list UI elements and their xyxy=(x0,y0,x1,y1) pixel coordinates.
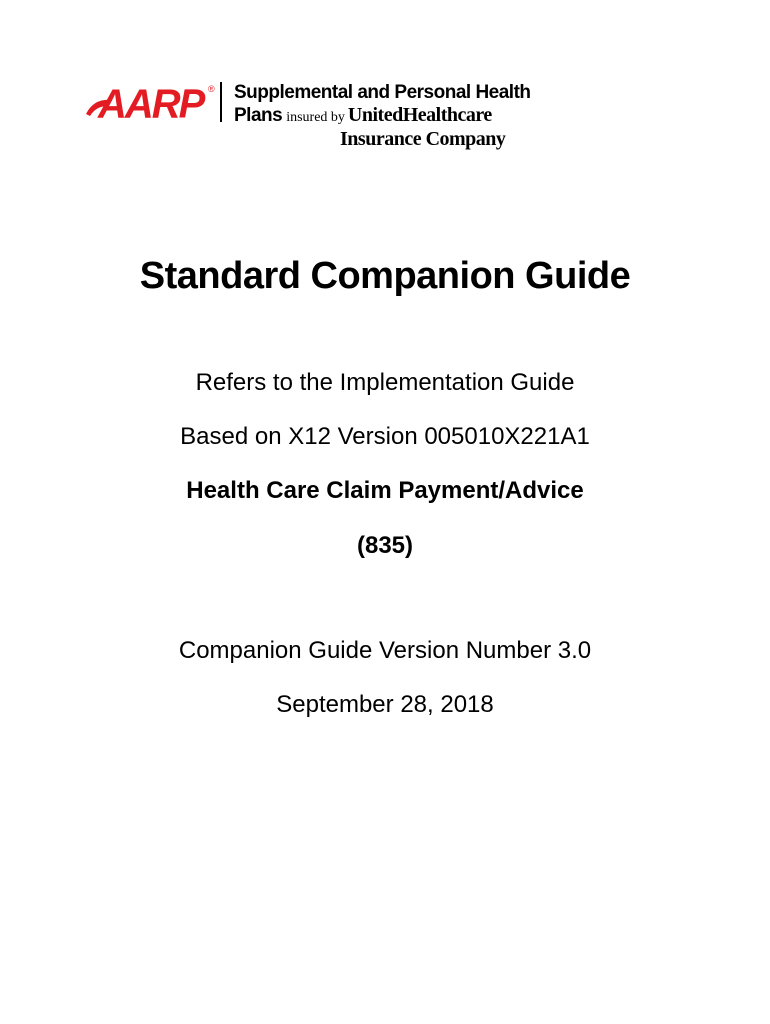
logo-insured-by-text: insured by xyxy=(286,110,345,125)
logo-tagline-line2 xyxy=(234,104,492,129)
refers-to-line: Refers to the Implementation Guide xyxy=(195,369,575,396)
transaction-code: (835) xyxy=(356,532,414,559)
logo-insurer-name: UnitedHealthcare xyxy=(347,104,492,126)
logo-insurer-line2: Insurance Company xyxy=(340,128,506,150)
logo-tagline-line1: Supplemental and Personal Health xyxy=(234,82,531,103)
based-on-line: Based on X12 Version 005010X221A1 xyxy=(180,423,590,450)
logo-divider xyxy=(220,82,222,122)
aarp-brand-text: AARP xyxy=(98,81,204,127)
registered-mark: ® xyxy=(208,84,215,94)
header-logo xyxy=(84,78,531,158)
aarp-logo xyxy=(84,82,224,126)
transaction-name: Health Care Claim Payment/Advice xyxy=(186,477,584,504)
companion-version-line: Companion Guide Version Number 3.0 xyxy=(178,637,592,664)
document-title: Standard Companion Guide xyxy=(139,255,631,297)
document-date: September 28, 2018 xyxy=(276,691,494,718)
logo-plans-text: Plans xyxy=(234,105,283,126)
